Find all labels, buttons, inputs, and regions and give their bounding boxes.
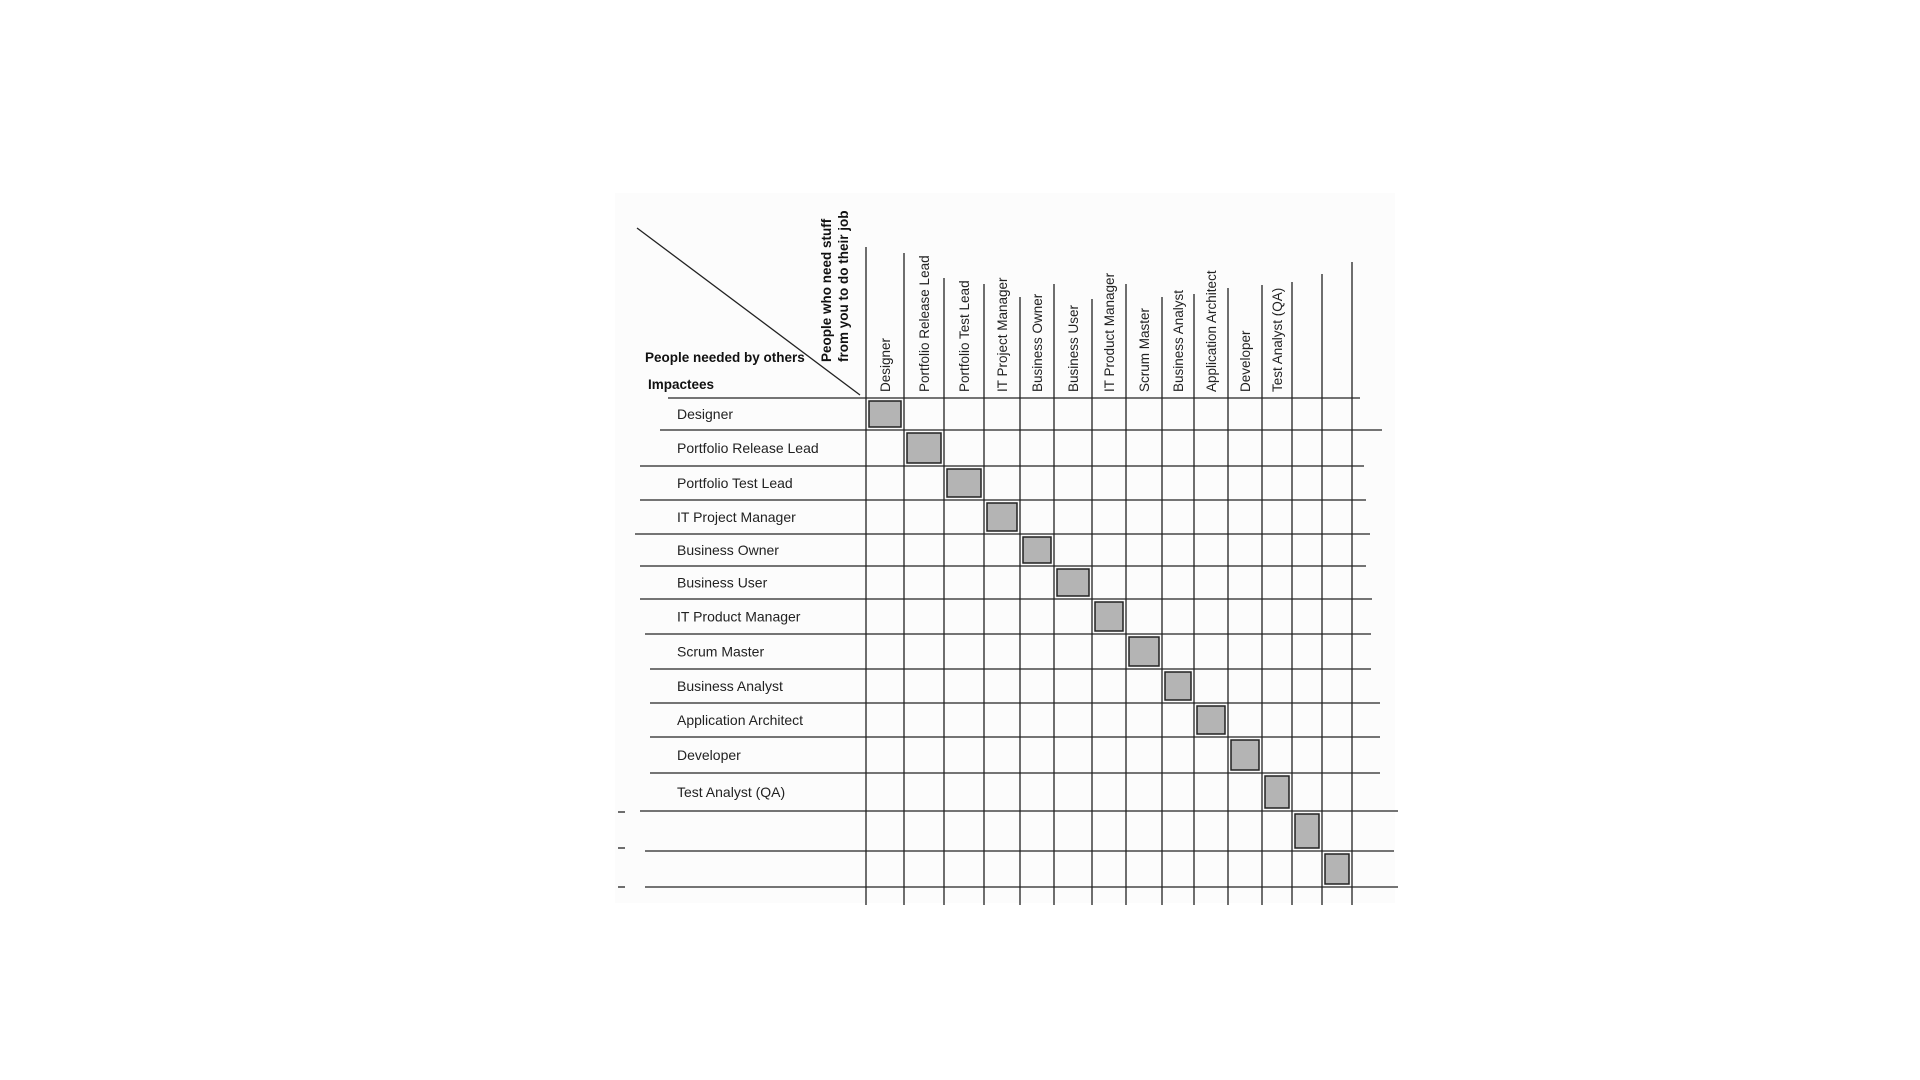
diagonal-cell xyxy=(1095,602,1123,631)
diagonal-cell xyxy=(1231,740,1259,770)
diagonal-cell xyxy=(947,469,981,497)
column-label: Test Analyst (QA) xyxy=(1270,287,1285,392)
row-label: Business Owner xyxy=(677,542,779,558)
column-label: IT Project Manager xyxy=(995,277,1010,392)
column-axis-title-line1: People who need stuff xyxy=(819,218,834,362)
row-label: Portfolio Test Lead xyxy=(677,475,793,491)
column-label: Business User xyxy=(1066,304,1081,392)
row-axis-title: People needed by others xyxy=(645,350,805,365)
diagonal-cell xyxy=(1265,776,1289,808)
column-label: Scrum Master xyxy=(1137,307,1152,392)
column-label: Developer xyxy=(1238,330,1253,392)
column-axis-title-line2: from you to do their job xyxy=(836,210,851,362)
column-label: Portfolio Test Lead xyxy=(957,280,972,392)
column-label: Portfolio Release Lead xyxy=(917,255,932,392)
column-label: Designer xyxy=(878,337,893,392)
diagonal-cell xyxy=(1325,854,1349,884)
column-label: Business Analyst xyxy=(1171,289,1186,392)
column-label: Business Owner xyxy=(1030,293,1045,392)
row-label: Designer xyxy=(677,406,734,422)
row-label: Business Analyst xyxy=(677,678,783,694)
diagonal-cell xyxy=(869,401,901,427)
column-label: IT Product Manager xyxy=(1102,272,1117,392)
diagonal-cell xyxy=(1129,637,1159,666)
diagonal-cell xyxy=(1295,814,1319,848)
row-label: IT Project Manager xyxy=(677,509,796,525)
diagonal-cell xyxy=(907,433,941,463)
column-label: Application Architect xyxy=(1204,270,1219,392)
diagonal-cell xyxy=(1057,569,1089,596)
diagonal-cell xyxy=(987,503,1017,531)
row-label: Developer xyxy=(677,747,741,763)
diagonal-cell xyxy=(1023,537,1051,563)
diagonal-cell xyxy=(1165,672,1191,700)
row-label: Portfolio Release Lead xyxy=(677,440,819,456)
row-label: Application Architect xyxy=(677,712,804,728)
row-label: Test Analyst (QA) xyxy=(677,784,786,800)
row-label: Business User xyxy=(677,574,768,591)
row-label: IT Product Manager xyxy=(677,608,801,625)
row-label: Scrum Master xyxy=(677,643,765,660)
diagonal-cell xyxy=(1197,706,1225,734)
row-axis-subtitle: Impactees xyxy=(648,377,715,392)
